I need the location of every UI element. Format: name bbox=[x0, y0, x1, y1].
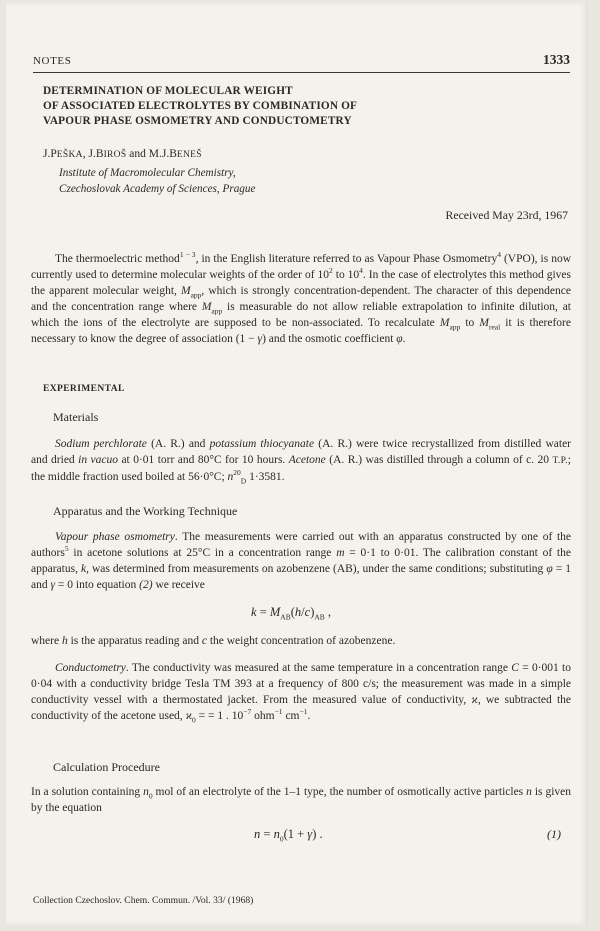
affiliation-line: Czechoslovak Academy of Sciences, Prague bbox=[59, 183, 256, 195]
text: In a solution containing bbox=[31, 786, 144, 798]
author-capital: B bbox=[95, 148, 104, 160]
text: . In the case of electrolytes this method gives the apparent molecular weight, bbox=[31, 268, 571, 297]
math-symbol: h bbox=[61, 635, 68, 647]
math-symbol: h bbox=[294, 605, 302, 619]
subscript: AB bbox=[314, 612, 325, 622]
superscript: 20 bbox=[233, 467, 241, 477]
section-heading-experimental: EXPERIMENTAL bbox=[43, 384, 125, 394]
title-line: DETERMINATION OF MOLECULAR WEIGHT bbox=[43, 85, 293, 97]
run-in-heading: Conductometry bbox=[55, 662, 126, 674]
author-initials: M.J. bbox=[148, 148, 170, 160]
equation-k bbox=[251, 605, 331, 620]
math-symbol: m bbox=[336, 546, 345, 559]
math-symbol: M bbox=[479, 316, 489, 329]
text: (VPO), is now currently used to determine molecular weights of the order of 10 bbox=[31, 253, 572, 281]
exponent: 4 bbox=[359, 266, 363, 276]
math-symbol: M bbox=[180, 284, 191, 297]
citation: 4 bbox=[497, 250, 501, 260]
text: = = 1 . 10 bbox=[195, 709, 244, 722]
text: , in the English literature referred to as Vapour Phase Osmometry bbox=[195, 253, 498, 265]
exponent: −1 bbox=[299, 706, 308, 716]
affiliation bbox=[59, 165, 255, 197]
math-symbol: n bbox=[526, 786, 532, 798]
text: it is therefore necessary to know the degree of association (1 − bbox=[31, 316, 571, 345]
equation-1 bbox=[254, 827, 323, 842]
page-number: 1333 bbox=[543, 52, 570, 67]
equation-number: (1) bbox=[547, 827, 561, 841]
text: = 1 and bbox=[31, 562, 571, 591]
math-symbol: ϰ bbox=[471, 693, 478, 706]
exponent: 2 bbox=[329, 266, 333, 276]
text: , which is strongly concentration-dependent. The character of this dependence and the concentration range where bbox=[31, 284, 571, 313]
math-symbol: n bbox=[227, 470, 234, 483]
math-symbol: M bbox=[439, 316, 450, 329]
text: . bbox=[307, 709, 311, 722]
math-symbol: φ bbox=[396, 332, 403, 345]
chemical-name: Sodium perchlorate bbox=[55, 438, 147, 450]
author-surname: EŠKA bbox=[56, 150, 83, 160]
intro-paragraph bbox=[31, 252, 571, 347]
text: ohm bbox=[251, 709, 275, 722]
subscript: app bbox=[190, 290, 202, 300]
run-in-heading: Vapour phase osmometry bbox=[55, 531, 175, 543]
author-surname: IROŠ bbox=[103, 150, 127, 160]
author-separator: and bbox=[126, 148, 149, 160]
text: mol of an electrolyte of the 1–1 type, the number of osmotically active particles bbox=[152, 786, 527, 798]
subscript: 0 bbox=[192, 715, 196, 725]
received-date: Received May 23rd, 1967 bbox=[445, 208, 568, 222]
text: = 0·001 to 0·04 with a conductivity bridge Tesla TM 393 at a frequency of 800 c/s; the measurement was made in a simple conductivity vessel with a thermostated jacket. From the measured value of conductivity, bbox=[31, 662, 571, 706]
text: is given by the equation bbox=[31, 786, 571, 814]
text: to 10 bbox=[332, 268, 360, 281]
author-initials: J. bbox=[43, 148, 51, 160]
text: . The conductivity was measured at the same temperature in a concentration range bbox=[125, 662, 512, 674]
math-operator: ( bbox=[290, 605, 295, 619]
math-symbol: γ bbox=[307, 827, 313, 841]
author-list bbox=[43, 148, 202, 160]
math-symbol: ϰ bbox=[185, 709, 193, 722]
materials-paragraph bbox=[31, 437, 571, 486]
subscript: app bbox=[211, 306, 223, 316]
article-title bbox=[43, 84, 563, 129]
section-label: NOTES bbox=[33, 55, 72, 67]
title-line: VAPOUR PHASE OSMOMETRY AND CONDUCTOMETRY bbox=[43, 115, 352, 127]
journal-page bbox=[6, 2, 588, 925]
citation: 1 − 3 bbox=[179, 250, 196, 260]
text: , was determined from measurements on azobenzene (AB), under the same conditions; substituting bbox=[86, 562, 547, 575]
author-surname: ENEŠ bbox=[176, 150, 202, 160]
affiliation-line: Institute of Macromolecular Chemistry, bbox=[59, 167, 236, 179]
math-operator: ) bbox=[310, 605, 315, 619]
math-operator: ) . bbox=[312, 827, 323, 841]
text: cm bbox=[282, 709, 300, 722]
where-line bbox=[31, 634, 571, 650]
subsection-heading-materials: Materials bbox=[53, 410, 99, 424]
text: , we subtracted the conductivity of the acetone used, bbox=[31, 693, 571, 722]
math-symbol: n bbox=[273, 827, 280, 841]
chemical-name: Acetone bbox=[288, 453, 326, 466]
vpo-paragraph bbox=[31, 530, 571, 594]
math-operator: (1 + bbox=[283, 827, 308, 841]
text: = 0·1 to 0·01. The calibration constant of the apparatus, bbox=[31, 546, 571, 575]
text: is measurable do not allow reliable extrapolation to infinite dilution, at which the ions of the electrolyte are supposed to be non-associated. To recalculate bbox=[31, 300, 571, 329]
subscript: 0 bbox=[148, 791, 153, 801]
author-initials: J. bbox=[88, 148, 96, 160]
latin-phrase: in vacuo bbox=[78, 453, 118, 466]
math-symbol: n bbox=[143, 786, 149, 798]
text: (A. R.) was distilled through a column of c. 20 bbox=[325, 453, 553, 466]
journal-footer: Collection Czechoslov. Chem. Commun. /Vol. 33/ (1968) bbox=[33, 895, 254, 906]
calc-paragraph bbox=[31, 785, 571, 817]
text: The thermoelectric method bbox=[55, 253, 180, 265]
math-operator: = bbox=[256, 605, 270, 619]
chemical-name: potassium thiocyanate bbox=[209, 438, 315, 450]
author-capital: P bbox=[50, 148, 57, 160]
math-symbol: n bbox=[254, 827, 261, 841]
math-symbol: k bbox=[251, 605, 257, 619]
subscript: D bbox=[240, 476, 247, 486]
author-capital: B bbox=[169, 148, 177, 160]
text: ; the middle fraction used boiled at 56·0°C; bbox=[31, 453, 571, 483]
citation: 5 bbox=[64, 544, 69, 554]
subscript: real bbox=[488, 321, 501, 331]
text: . bbox=[402, 332, 406, 345]
text: to bbox=[460, 316, 480, 329]
math-symbol: M bbox=[201, 300, 212, 313]
math-operator: / bbox=[301, 605, 305, 619]
exponent: −1 bbox=[274, 706, 283, 716]
text: (A. R.) and bbox=[146, 438, 210, 450]
math-symbol: C bbox=[511, 662, 519, 674]
exponent: −7 bbox=[243, 706, 252, 716]
text: is the apparatus reading and bbox=[67, 635, 202, 647]
math-symbol: γ bbox=[50, 578, 56, 591]
abbreviation: T.P. bbox=[552, 455, 568, 466]
subsection-heading-apparatus: Apparatus and the Working Technique bbox=[53, 504, 238, 518]
math-operator: , bbox=[324, 605, 332, 619]
text: 1·3581. bbox=[246, 470, 285, 483]
author-separator: , bbox=[82, 148, 89, 160]
equation-reference: (2) bbox=[139, 578, 153, 591]
math-symbol: k bbox=[80, 562, 87, 575]
math-symbol: γ bbox=[257, 332, 263, 345]
math-symbol: c bbox=[304, 605, 311, 619]
math-symbol: φ bbox=[546, 562, 553, 575]
text: . The measurements were carried out with an apparatus constructed by one of the authors bbox=[31, 531, 571, 559]
subscript: app bbox=[449, 321, 461, 331]
title-line: OF ASSOCIATED ELECTROLYTES BY COMBINATION OF bbox=[43, 100, 358, 112]
text: = 0 into equation bbox=[55, 578, 140, 591]
math-symbol: M bbox=[269, 605, 281, 619]
text: (A. R.) were twice recrystallized from distilled water and dried bbox=[31, 438, 572, 466]
text: ) and the osmotic coefficient bbox=[262, 332, 397, 345]
conductometry-paragraph bbox=[31, 661, 571, 725]
text: at 0·01 torr and 80°C for 10 hours. bbox=[118, 453, 289, 466]
math-symbol: c bbox=[201, 635, 207, 647]
text: we receive bbox=[152, 578, 205, 591]
text: the weight concentration of azobenzene. bbox=[206, 635, 396, 647]
subsection-heading-calculation: Calculation Procedure bbox=[53, 760, 160, 774]
running-header bbox=[33, 52, 570, 73]
subscript: AB bbox=[280, 612, 291, 622]
text: where bbox=[31, 635, 62, 647]
text: in acetone solutions at 25°C in a concentration range bbox=[68, 546, 337, 559]
subscript: 0 bbox=[279, 834, 284, 844]
math-operator: = bbox=[260, 827, 274, 841]
